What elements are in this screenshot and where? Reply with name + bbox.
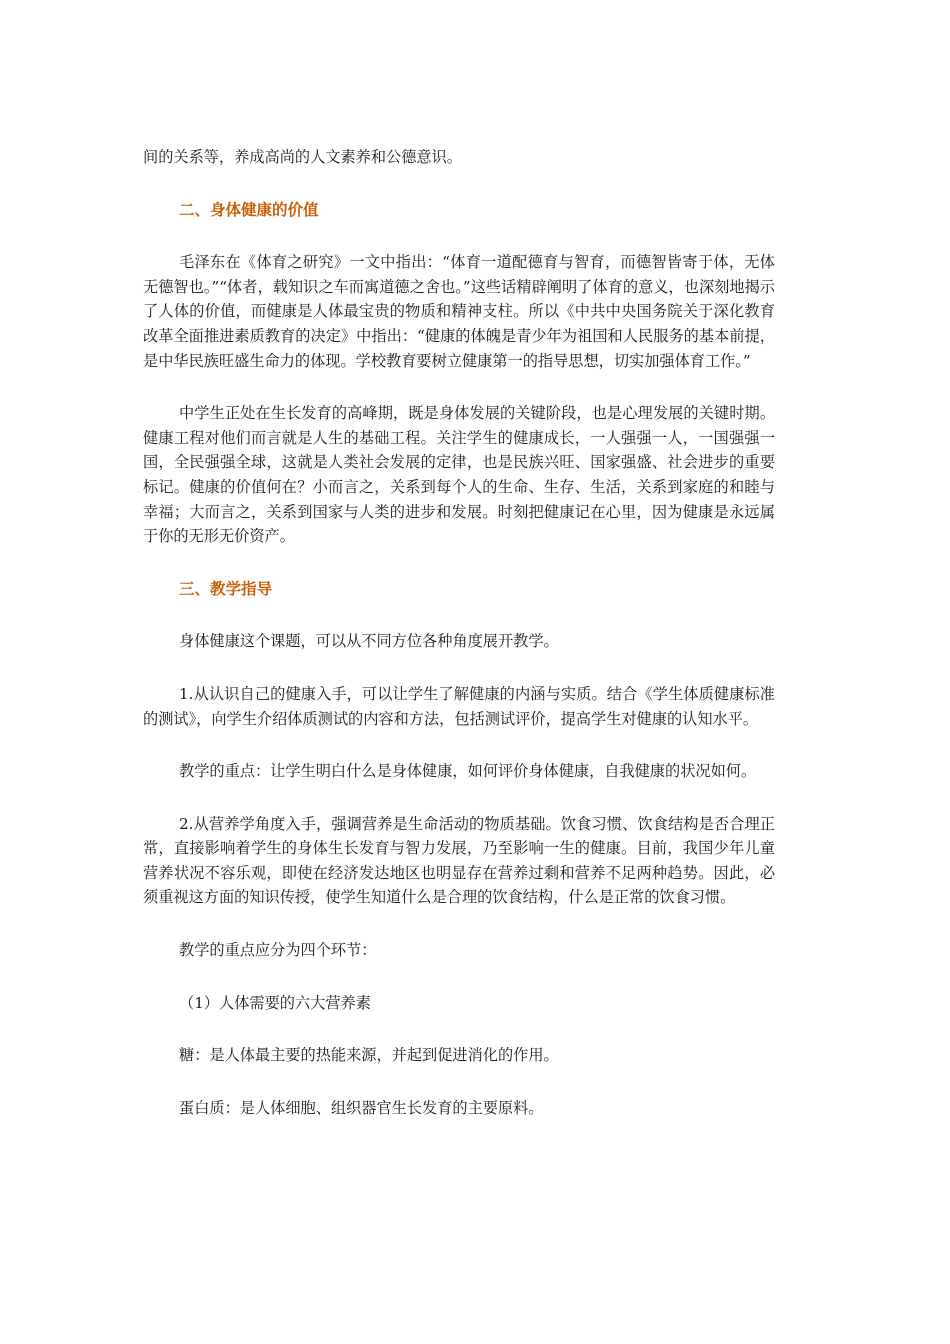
paragraph-point-2: 2.从营养学角度入手，强调营养是生命活动的物质基础。饮食习惯、饮食结构是否合理正常，直接影响着学生的身体生长发育与智力发展，乃至影响一生的健康。目前，我国少年儿童营养状况不容乐观，即使在经济发达地区也明显存在营养过剩和营养不足两种趋势。因此，必须重视这方面的知识传授，使学生知道什么是合理的饮食结构，什么是正常的饮食习惯。 [143,814,775,907]
paragraph-protein: 蛋白质：是人体细胞、组织器官生长发育的主要原料。 [179,1098,544,1117]
paragraph-teaching-intro: 身体健康这个课题，可以从不同方位各种角度展开教学。 [179,632,559,651]
document-page [143,145,775,1120]
paragraph-focus-1: 教学的重点：让学生明白什么是身体健康，如何评价身体健康，自我健康的状况如何。 [179,762,757,781]
paragraph-point-1: 1.从认识自己的健康入手，可以让学生了解健康的内涵与实质。结合《学生体质健康标准的测试》，向学生介绍体质测试的内容和方法，包括测试评价，提高学生对健康的认知水平。 [143,684,775,728]
paragraph-continuation: 间的关系等，养成高尚的人文素养和公德意识。 [143,148,462,166]
paragraph-student-health: 中学生正处在生长发育的高峰期，既是身体发展的关键阶段，也是心理发展的关键时期。健康工程对他们而言就是人生的基础工程。关注学生的健康成长，一人强强一人，一国强强一国，全民强强全球，这就是人类社会发展的定律，也是民族兴旺、国家强盛、社会进步的重要标记。健康的价值何在？小而言之，关系到每个人的生命、生存、生活，关系到家庭的和睦与幸福；大而言之，关系到国家与人类的进步和发展。时刻把健康记在心里，因为健康是永远属于你的无形无价资产。 [143,404,775,546]
paragraph-focus-2: 教学的重点应分为四个环节： [179,941,377,960]
paragraph-subitem-1: （1）人体需要的六大营养素 [179,993,371,1012]
paragraph-mao-quote: 毛泽东在《体育之研究》一文中指出：“体育一道配德育与智育，而德智皆寄于体，无体无德智也。”“体者，载知识之车而寓道德之舍也。”这些话精辟阐明了体育的意义，也深刻地揭示了人体的价值，而健康是人体最宝贵的物质和精神支柱。所以《中共中央国务院关于深化教育改革全面推进素质教育的决定》中指出：“健康的体魄是青少年为祖国和人民服务的基本前提，是中华民族旺盛生命力的体现。学校教育要树立健康第一的指导思想，切实加强体育工作。” [143,253,775,370]
paragraph-sugar: 糖：是人体最主要的热能来源，并起到促进消化的作用。 [179,1046,559,1065]
section-heading-teaching-guide: 三、教学指导 [179,579,273,598]
section-heading-health-value: 二、身体健康的价值 [179,200,319,219]
